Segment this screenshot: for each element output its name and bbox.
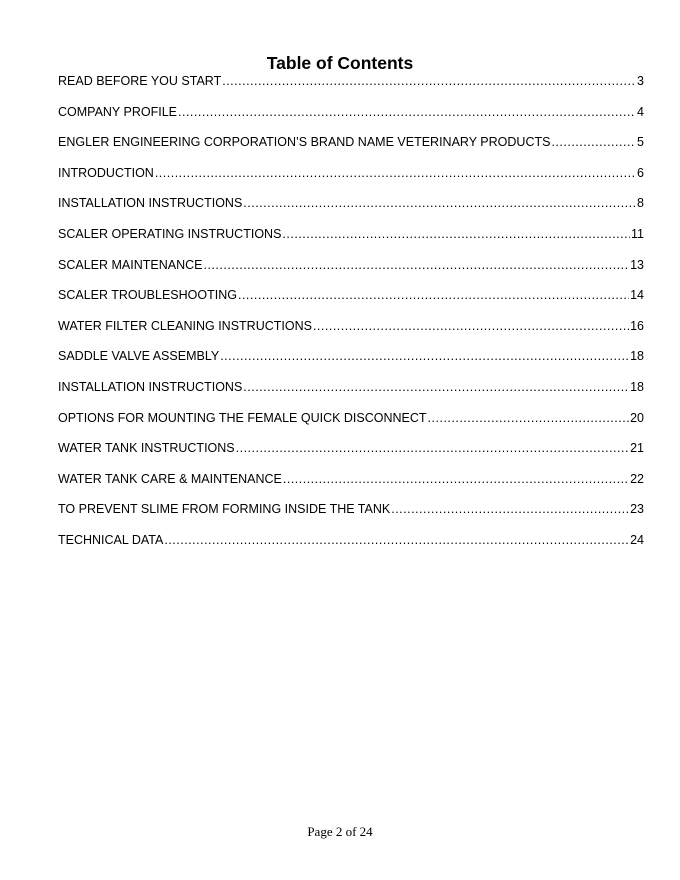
page-footer: Page 2 of 24	[307, 824, 373, 839]
dot-leader	[236, 440, 629, 456]
page-title: Table of Contents	[266, 53, 414, 73]
toc-entry[interactable]	[58, 410, 644, 441]
dot-leader	[238, 287, 629, 303]
toc-entry-page: 13	[630, 257, 644, 272]
toc-entry-label: INTRODUCTION	[58, 165, 154, 180]
toc-entry-label: SADDLE VALVE ASSEMBLY	[58, 349, 220, 364]
toc-entry-label: WATER FILTER CLEANING INSTRUCTIONS	[58, 318, 312, 333]
dot-leader	[178, 104, 636, 120]
toc-entry-label: INSTALLATION INSTRUCTIONS	[58, 196, 243, 211]
dot-leader	[391, 501, 629, 517]
dot-leader	[313, 318, 629, 334]
toc-entry-label: SCALER MAINTENANCE	[58, 257, 203, 272]
toc-entry-page: 6	[637, 165, 644, 180]
toc-entry-page: 4	[637, 104, 644, 119]
toc-entry-page: 20	[630, 410, 644, 425]
dot-leader	[243, 195, 636, 211]
dot-leader	[164, 532, 629, 548]
toc-entry[interactable]	[58, 379, 644, 410]
dot-leader	[282, 226, 630, 242]
toc-entry-page: 18	[630, 349, 644, 364]
toc-entry-label: INSTALLATION INSTRUCTIONS	[58, 379, 243, 394]
toc-entry-label: READ BEFORE YOU START	[58, 74, 222, 88]
toc-entry-label: ENGLER ENGINEERING CORPORATION’S BRAND NAME VETERINARY PRODUCTS	[58, 135, 551, 150]
dot-leader	[222, 73, 636, 89]
dot-leader	[428, 410, 630, 426]
toc-entry[interactable]	[58, 195, 644, 226]
toc-entry-label: COMPANY PROFILE	[58, 104, 178, 119]
toc-entry[interactable]	[58, 348, 644, 379]
toc-entry[interactable]	[58, 440, 644, 471]
toc-entry[interactable]	[58, 257, 644, 288]
toc-entry[interactable]	[58, 226, 644, 257]
toc-entry[interactable]	[58, 501, 644, 532]
toc-entry-label: SCALER OPERATING INSTRUCTIONS	[58, 226, 282, 241]
toc-entry[interactable]	[58, 104, 644, 135]
toc-entry-page: 11	[631, 226, 644, 241]
toc-entry-page: 14	[630, 288, 644, 303]
toc-entry-page: 16	[630, 318, 644, 333]
toc-entry-page: 23	[630, 502, 644, 517]
toc-entry-page: 5	[637, 135, 644, 150]
toc-entry[interactable]	[58, 318, 644, 349]
dot-leader	[243, 379, 629, 395]
toc-entry[interactable]	[58, 134, 644, 165]
toc-entry-page: 21	[630, 441, 644, 456]
dot-leader	[155, 165, 636, 181]
toc-entry-page: 18	[630, 379, 644, 394]
toc-entry[interactable]	[58, 471, 644, 502]
toc-entry[interactable]	[58, 287, 644, 318]
toc-entry[interactable]	[58, 532, 644, 563]
table-of-contents	[58, 73, 644, 563]
toc-entry-label: TECHNICAL DATA	[58, 532, 164, 547]
toc-entry-label: WATER TANK INSTRUCTIONS	[58, 441, 235, 456]
toc-entry[interactable]	[58, 165, 644, 196]
toc-entry-page: 8	[637, 196, 644, 211]
toc-entry-label: WATER TANK CARE & MAINTENANCE	[58, 471, 282, 486]
toc-entry-page: 22	[630, 471, 644, 486]
dot-leader	[551, 134, 636, 150]
toc-entry-label: SCALER TROUBLESHOOTING	[58, 288, 237, 303]
dot-leader	[203, 257, 629, 273]
toc-entry-label: TO PREVENT SLIME FROM FORMING INSIDE THE TANK	[58, 502, 391, 517]
dot-leader	[283, 471, 629, 487]
toc-entry-page: 24	[630, 532, 644, 547]
toc-entry-label: OPTIONS FOR MOUNTING THE FEMALE QUICK DISCONNECT	[58, 410, 427, 425]
toc-entry[interactable]	[58, 73, 644, 104]
dot-leader	[220, 348, 629, 364]
toc-entry-page: 3	[637, 74, 644, 88]
